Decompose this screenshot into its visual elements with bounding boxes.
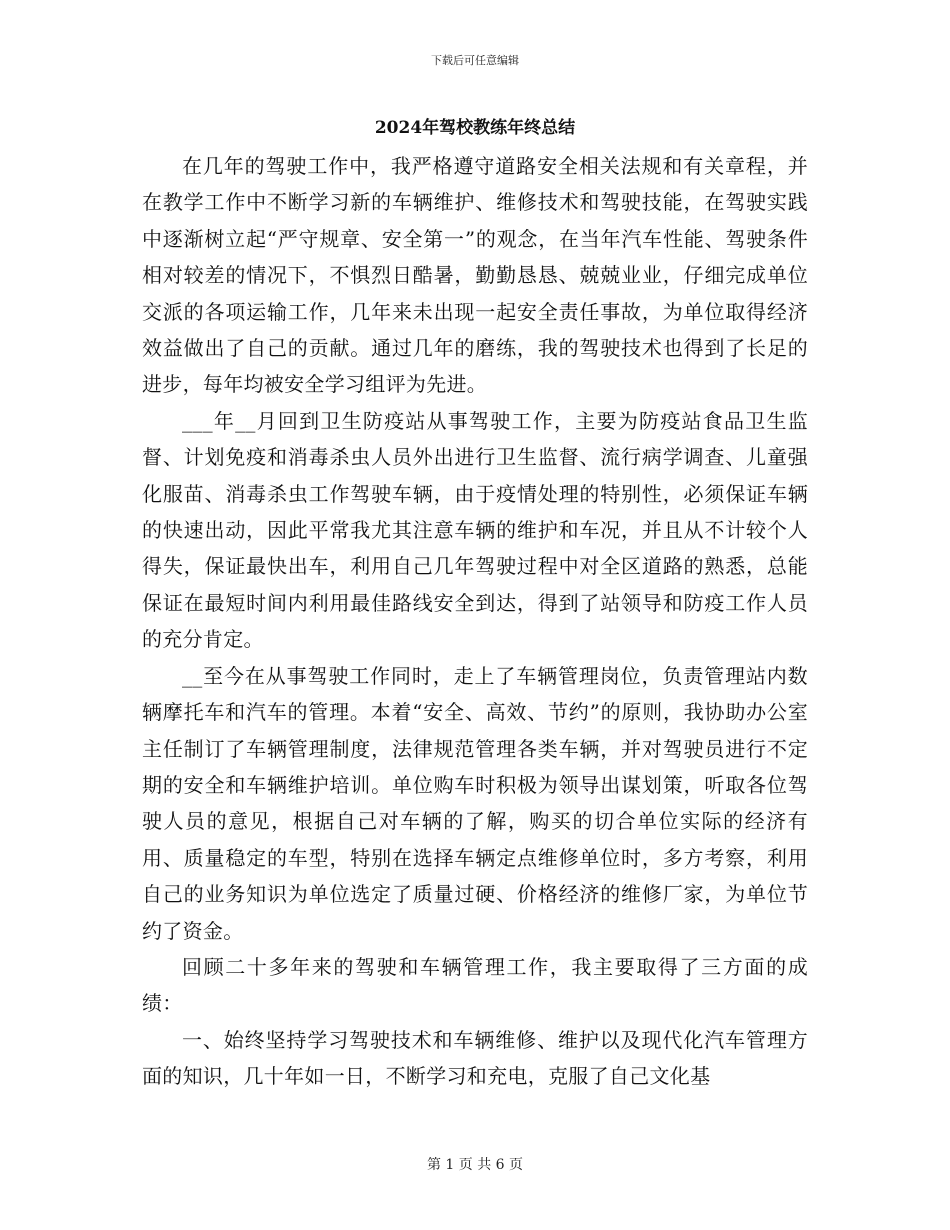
paragraph-2: ___年__月回到卫生防疫站从事驾驶工作，主要为防疫站食品卫生监督、计划免疫和消毒杀虫人员外出进行卫生监督、流行病学调查、儿童强化服苗、消毒杀虫工作驾驶车辆，由于疫情处理的特别性，必须保证车辆的快速出动，因此平常我尤其注意车辆的维护和车况，并且从不计较个人得失，保证最快出车，利用自己几年驾驶过程中对全区道路的熟悉，总能保证在最短时间内利用最佳路线安全到达，得到了站领导和防疫工作人员的充分肯定。 [142, 408, 808, 652]
page-number: 第 1 页 共 6 页 [426, 1157, 524, 1173]
document-title: 2024年驾校教练年终总结 [374, 118, 576, 138]
header-note: 下载后可任意编辑 [431, 54, 519, 67]
paragraph-1: 在几年的驾驶工作中，我严格遵守道路安全相关法规和有关章程，并在教学工作中不断学习新的车辆维护、维修技术和驾驶技能，在驾驶实践中逐渐树立起“严守规章、安全第一”的观念，在当年汽车性能、驾驶条件相对较差的情况下，不惧烈日酷暑，勤勤恳恳、兢兢业业，仔细完成单位交派的各项运输工作，几年来未出现一起安全责任事故，为单位取得经济效益做出了自己的贡献。通过几年的磨练，我的驾驶技术也得到了长足的进步，每年均被安全学习组评为先进。 [142, 154, 808, 397]
paragraph-5: 一、始终坚持学习驾驶技术和车辆维修、维护以及现代化汽车管理方面的知识，几十年如一日，不断学习和充电，克服了自己文化基 [142, 1027, 808, 1089]
paragraph-3: __至今在从事驾驶工作同时，走上了车辆管理岗位，负责管理站内数辆摩托车和汽车的管理。本着“安全、高效、节约”的原则，我协助办公室主任制订了车辆管理制度，法律规范管理各类车辆，并对驾驶员进行不定期的安全和车辆维护培训。单位购车时积极为领导出谋划策，听取各位驾驶人员的意见，根据自己对车辆的了解，购买的切合单位实际的经济有用、质量稳定的车型，特别在选择车辆定点维修单位时，多方考察，利用自己的业务知识为单位选定了质量过硬、价格经济的维修厂家，为单位节约了资金。 [142, 663, 808, 943]
document-body [142, 148, 808, 1095]
paragraph-4: 回顾二十多年来的驾驶和车辆管理工作，我主要取得了三方面的成绩： [142, 954, 808, 1016]
